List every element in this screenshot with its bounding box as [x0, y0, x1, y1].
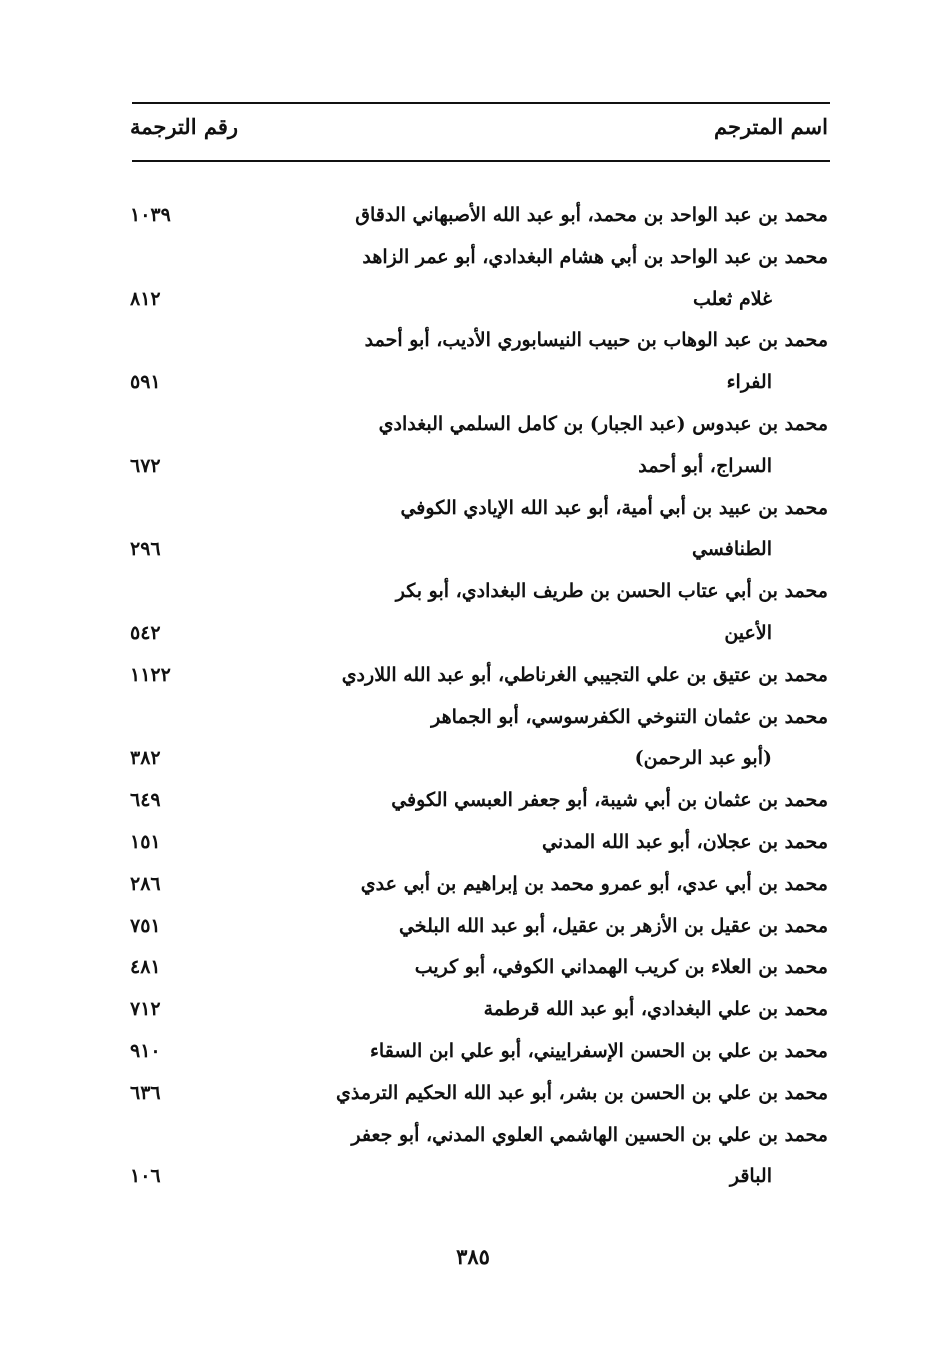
entry-name: محمد بن عبيد بن أبي أمية، أبو عبد الله الإيادي الكوفي — [400, 496, 828, 519]
entry-number: ٥٤٢ — [130, 621, 161, 644]
entry-name: محمد بن علي بن الحسين الهاشمي العلوي المدني، أبو جعفر — [351, 1123, 828, 1146]
entry-number: ٣٨٢ — [130, 747, 161, 770]
entry-name: محمد بن عبدوس (عبد الجبار) بن كامل السلمي البغدادي — [378, 413, 828, 435]
entry-number: ٦٣٦ — [130, 1081, 161, 1104]
entry-number: ١١٢٢ — [130, 663, 171, 686]
entry-name-continuation: الباقر — [729, 1165, 772, 1188]
header-bottom-rule — [132, 160, 830, 162]
entry-name: محمد بن عبد الواحد بن أبي هشام البغدادي، أبو عمر الزاهد — [362, 245, 828, 268]
entry-name: محمد بن عبد الواحد بن محمد، أبو عبد الله الأصبهاني الدقاق — [355, 204, 828, 226]
entry-number: ٦٤٩ — [130, 789, 161, 812]
entry-name-continuation: الطنافسي — [691, 538, 772, 561]
entry-name: محمد بن أبي عدي، أبو عمرو محمد بن إبراهيم بن أبي عدي — [360, 872, 828, 895]
entry-name: محمد بن علي بن الحسن بن بشر، أبو عبد الله الحكيم الترمذي — [336, 1081, 828, 1104]
entry-number: ١٠٦ — [130, 1165, 161, 1188]
entry-name: محمد بن علي البغدادي، أبو عبد الله قرطمة — [483, 998, 828, 1021]
column-header-name: اسم المترجم — [714, 114, 828, 139]
entry-name-continuation: الأعين — [724, 621, 772, 644]
entry-name: محمد بن عبد الوهاب بن حبيب النيسابوري الأديب، أبو أحمد — [364, 329, 828, 352]
entry-number: ٩١٠ — [130, 1040, 161, 1062]
entry-name-continuation: الفراء — [726, 371, 772, 394]
entry-name: محمد بن عثمان التنوخي الكفرسوسي، أبو الجماهر — [431, 705, 828, 728]
entry-number: ١٠٣٩ — [130, 204, 171, 226]
entry-name: محمد بن أبي عتاب الحسن بن طريف البغدادي، أبو بكر — [395, 580, 828, 603]
entry-name: محمد بن عقيل بن الأزهر بن عقيل، أبو عبد الله البلخي — [398, 914, 828, 937]
entry-name: محمد بن عجلان، أبو عبد الله المدني — [542, 831, 828, 853]
entry-number: ٥٩١ — [130, 371, 161, 394]
entry-number: ٧١٢ — [130, 998, 161, 1021]
entry-number: ٦٧٢ — [130, 454, 161, 477]
entry-name: محمد بن عتيق بن علي التجيبي الغرناطي، أبو عبد الله اللاردي — [341, 663, 828, 686]
entry-number: ١٥١ — [130, 831, 161, 853]
entry-number: ٧٥١ — [130, 914, 161, 937]
entry-name: محمد بن علي بن الحسن الإسفراييني، أبو علي ابن السقاء — [369, 1040, 828, 1062]
entry-number: ٤٨١ — [130, 956, 161, 979]
column-header-number: رقم الترجمة — [130, 114, 239, 139]
entry-number: ٢٨٦ — [130, 872, 161, 895]
entry-number: ٨١٢ — [130, 287, 161, 310]
entry-name: محمد بن العلاء بن كريب الهمداني الكوفي، أبو كريب — [414, 956, 828, 979]
header-top-rule — [132, 102, 830, 104]
entry-name-continuation: غلام ثعلب — [692, 287, 772, 310]
entry-number: ٢٩٦ — [130, 538, 161, 561]
entry-name-continuation: (أبو عبد الرحمن) — [634, 747, 772, 770]
entry-name-continuation: السراج، أبو أحمد — [638, 454, 772, 477]
entry-name: محمد بن عثمان بن أبي شيبة، أبو جعفر العبسي الكوفي — [391, 789, 828, 812]
page-number: ٣٨٥ — [456, 1244, 490, 1269]
